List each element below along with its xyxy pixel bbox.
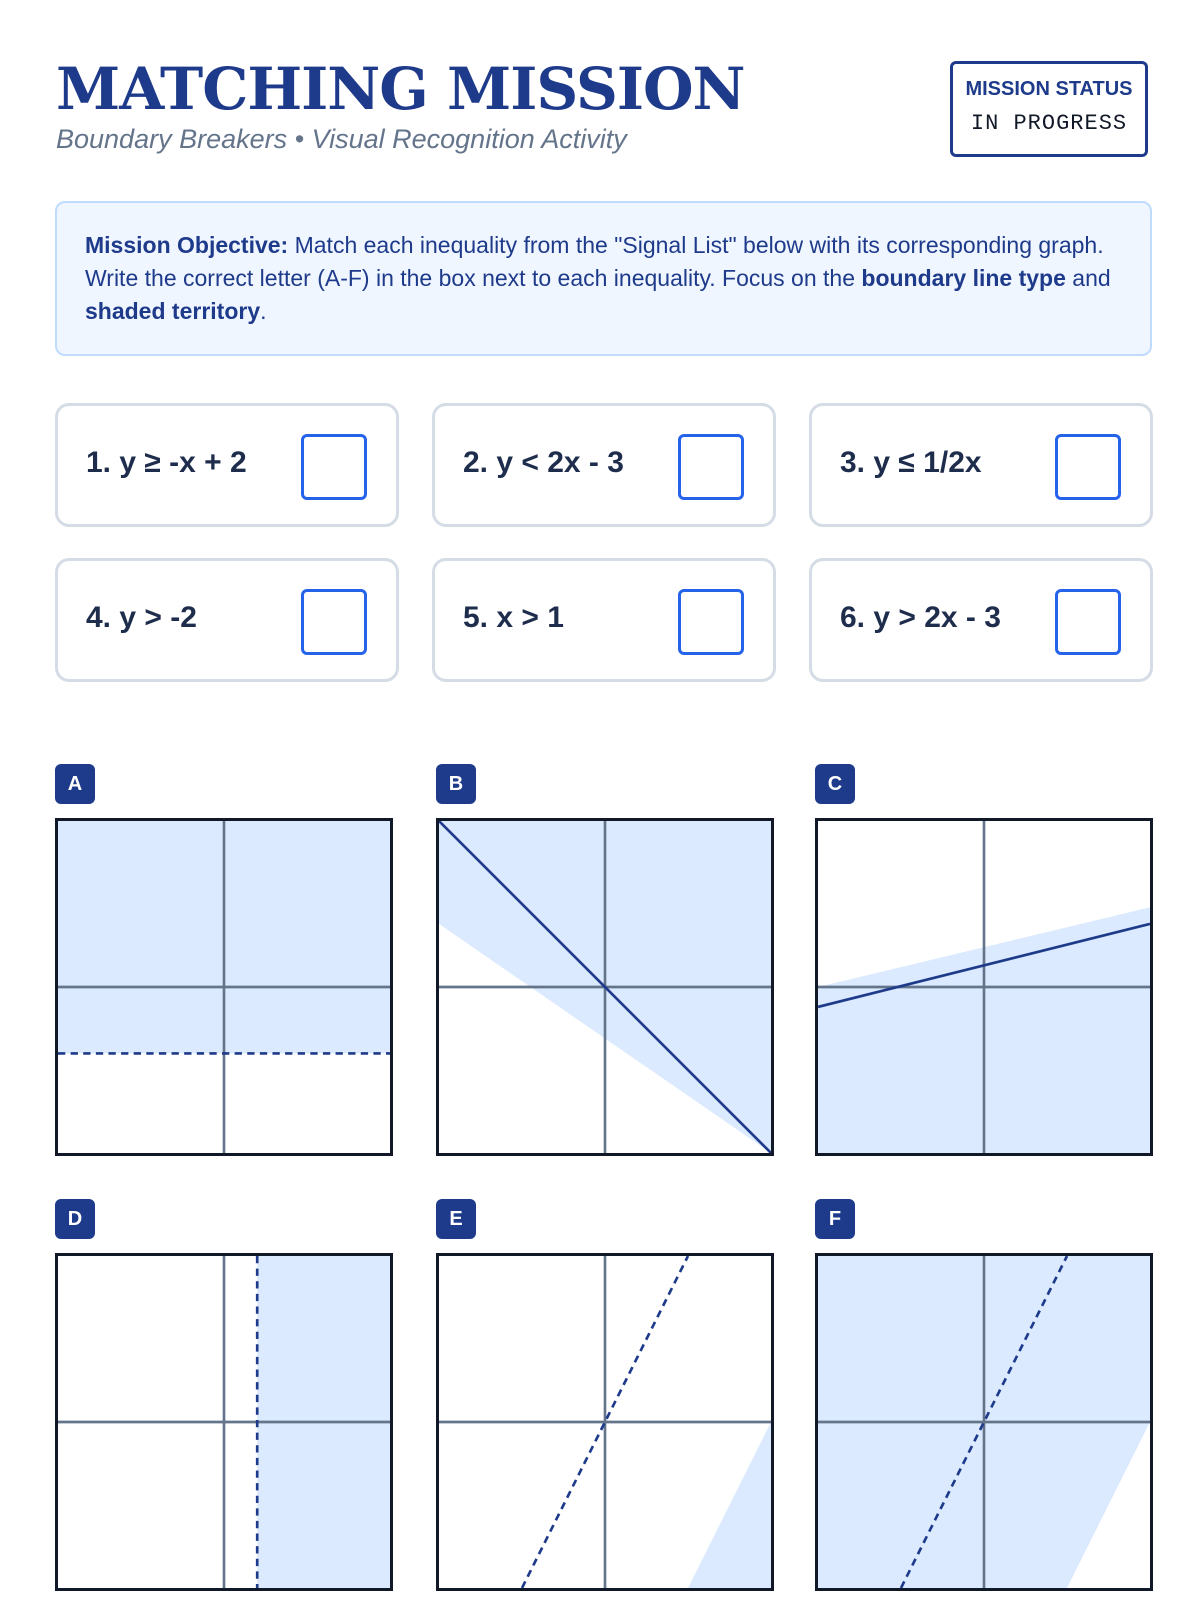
graph-letter-badge: F bbox=[815, 1199, 855, 1239]
signal-card bbox=[432, 558, 776, 682]
objective-lead: Mission Objective: bbox=[85, 232, 289, 258]
graph-letter-badge: B bbox=[436, 764, 476, 804]
graph-f bbox=[815, 1253, 1153, 1591]
inequality-label: 5. x > 1 bbox=[463, 601, 564, 634]
signal-card bbox=[809, 403, 1153, 527]
inequality-label: 1. y ≥ -x + 2 bbox=[86, 446, 247, 479]
graph-letter-badge: A bbox=[55, 764, 95, 804]
inequality-label: 2. y < 2x - 3 bbox=[463, 446, 624, 479]
objective-text: . bbox=[260, 298, 267, 324]
status-label: MISSION STATUS bbox=[965, 78, 1133, 100]
mission-objective bbox=[55, 201, 1152, 356]
signal-card bbox=[809, 558, 1153, 682]
graph-c bbox=[815, 818, 1153, 1156]
signal-card bbox=[432, 403, 776, 527]
graph-a bbox=[55, 818, 393, 1156]
inequality-label: 4. y > -2 bbox=[86, 601, 197, 634]
objective-emphasis: boundary line type bbox=[861, 265, 1066, 291]
answer-box[interactable] bbox=[678, 589, 744, 655]
graph-letter-badge: D bbox=[55, 1199, 95, 1239]
inequality-label: 6. y > 2x - 3 bbox=[840, 601, 1001, 634]
objective-text: and bbox=[1065, 265, 1111, 291]
page-subtitle: Boundary Breakers • Visual Recognition Activity bbox=[56, 124, 627, 154]
status-value: IN PROGRESS bbox=[970, 111, 1128, 136]
answer-box[interactable] bbox=[301, 589, 367, 655]
graph-b bbox=[436, 818, 774, 1156]
graph-letter-badge: E bbox=[436, 1199, 476, 1239]
answer-box[interactable] bbox=[1055, 589, 1121, 655]
objective-text: Match each inequality from the "Signal List" below with its corresponding graph. Write the correct letter (A-F) in the box next to each inequality. Focus on the bbox=[85, 232, 1104, 291]
inequality-label: 3. y ≤ 1/2x bbox=[840, 446, 982, 479]
objective-emphasis: shaded territory bbox=[85, 298, 261, 324]
graph-d bbox=[55, 1253, 393, 1591]
mission-status-badge bbox=[950, 61, 1148, 157]
shaded-region bbox=[688, 1422, 771, 1588]
signal-card bbox=[55, 558, 399, 682]
answer-box[interactable] bbox=[301, 434, 367, 500]
graph-letter-badge: C bbox=[815, 764, 855, 804]
page-title: MATCHING MISSION bbox=[56, 55, 745, 123]
signal-card bbox=[55, 403, 399, 527]
graph-e bbox=[436, 1253, 774, 1591]
answer-box[interactable] bbox=[1055, 434, 1121, 500]
answer-box[interactable] bbox=[678, 434, 744, 500]
